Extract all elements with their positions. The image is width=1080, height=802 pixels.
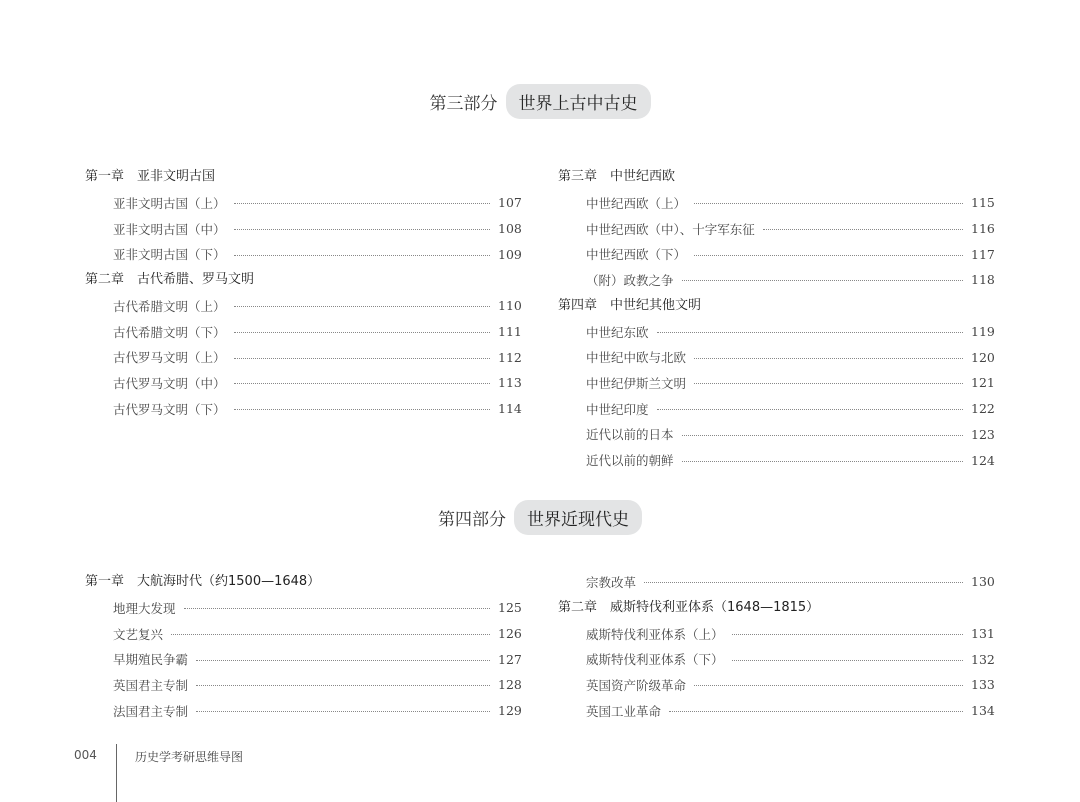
toc-entry[interactable] (85, 241, 520, 267)
dot-leader (234, 229, 490, 230)
dot-leader (694, 358, 963, 359)
toc-entry[interactable] (558, 319, 993, 345)
entry-title: 古代罗马文明（下） (113, 401, 226, 417)
dot-leader (184, 608, 490, 609)
entry-title: 威斯特伐利亚体系（上） (586, 626, 724, 642)
chapter-title: 中世纪西欧 (610, 169, 676, 184)
entry-page-number: 110 (498, 298, 522, 314)
entry-title: 中世纪西欧（下） (586, 247, 687, 263)
entry-page-number: 124 (971, 452, 995, 468)
entry-page-number: 122 (971, 401, 995, 417)
toc-entry[interactable] (558, 190, 993, 216)
entry-title: 宗教改革 (586, 574, 637, 590)
toc-entry[interactable] (85, 595, 520, 621)
toc-entry[interactable] (85, 396, 520, 422)
chapter-heading (558, 293, 993, 319)
chapter-heading (558, 164, 993, 190)
toc-entry[interactable] (85, 672, 520, 698)
dot-leader (694, 685, 963, 686)
dot-leader (234, 358, 490, 359)
dot-leader (234, 255, 490, 256)
chapter-number: 第四章 (558, 297, 598, 313)
toc-entry[interactable] (558, 698, 993, 724)
dot-leader (171, 634, 490, 635)
entry-page-number: 120 (971, 349, 995, 365)
entry-page-number: 133 (971, 677, 995, 693)
toc-entry[interactable] (558, 646, 993, 672)
entry-title: 中世纪东欧 (586, 324, 649, 340)
toc-entry[interactable] (558, 447, 993, 473)
dot-leader (694, 383, 963, 384)
dot-leader (694, 255, 963, 256)
entry-page-number: 115 (971, 195, 995, 211)
entry-title: 古代希腊文明（上） (113, 298, 226, 314)
entry-page-number: 121 (971, 375, 995, 391)
dot-leader (763, 229, 963, 230)
toc-entry[interactable] (85, 646, 520, 672)
toc-entry[interactable] (558, 422, 993, 448)
entry-title: 英国君主专制 (113, 677, 189, 693)
entry-page-number: 107 (498, 195, 522, 211)
dot-leader (644, 582, 963, 583)
toc-entry[interactable] (558, 569, 993, 595)
chapter-number: 第一章 (85, 574, 125, 589)
entry-page-number: 123 (971, 426, 995, 442)
entry-title: 中世纪中欧与北欧 (586, 350, 687, 366)
toc-entry[interactable] (558, 396, 993, 422)
entry-title: 英国资产阶级革命 (586, 677, 687, 693)
toc-column (85, 569, 520, 723)
dot-leader (732, 634, 963, 635)
chapter-heading (85, 164, 520, 190)
entry-title: 亚非文明古国（下） (113, 247, 226, 263)
entry-title: 近代以前的日本 (586, 427, 674, 443)
entry-page-number: 128 (498, 677, 522, 693)
dot-leader (682, 435, 963, 436)
entry-page-number: 108 (498, 221, 522, 237)
dot-leader (234, 306, 490, 307)
entry-page-number: 127 (498, 651, 522, 667)
entry-title: 文艺复兴 (113, 626, 164, 642)
entry-page-number: 125 (498, 600, 522, 616)
dot-leader (682, 280, 963, 281)
entry-title: 威斯特伐利亚体系（下） (586, 652, 724, 668)
entry-page-number: 117 (971, 246, 995, 262)
entry-title: 近代以前的朝鲜 (586, 453, 674, 469)
toc-entry[interactable] (558, 241, 993, 267)
dot-leader (732, 660, 963, 661)
toc-column (558, 569, 993, 723)
toc-entry[interactable] (558, 672, 993, 698)
chapter-heading (85, 569, 520, 595)
page-number: 004 (74, 748, 97, 762)
dot-leader (682, 461, 963, 462)
entry-page-number: 109 (498, 246, 522, 262)
part-title: 世界近现代史 (514, 500, 642, 535)
entry-page-number: 132 (971, 651, 995, 667)
entry-page-number: 114 (498, 401, 522, 417)
chapter-heading (558, 595, 993, 621)
entry-title: 英国工业革命 (586, 703, 662, 719)
entry-title: 亚非文明古国（上） (113, 195, 226, 211)
part-header-4 (0, 500, 1080, 535)
entry-page-number: 131 (971, 626, 995, 642)
toc-entry[interactable] (85, 319, 520, 345)
toc-entry[interactable] (85, 370, 520, 396)
chapter-heading (85, 267, 520, 293)
entry-title: （附）政教之争 (586, 272, 674, 288)
entry-page-number: 116 (971, 221, 995, 237)
toc-entry[interactable] (85, 698, 520, 724)
toc-entry[interactable] (558, 267, 993, 293)
chapter-title: 大航海时代（约1500—1648） (137, 574, 321, 589)
entry-title: 中世纪西欧（中）、十字军东征 (586, 221, 755, 237)
dot-leader (196, 685, 490, 686)
dot-leader (694, 203, 963, 204)
dot-leader (657, 409, 963, 410)
entry-page-number: 129 (498, 703, 522, 719)
part-header-3 (0, 84, 1080, 119)
entry-title: 中世纪西欧（上） (586, 195, 687, 211)
dot-leader (234, 409, 490, 410)
part-label: 第四部分 (438, 510, 506, 530)
chapter-title: 威斯特伐利亚体系（1648—1815） (610, 599, 820, 615)
entry-page-number: 126 (498, 626, 522, 642)
entry-title: 地理大发现 (113, 600, 176, 616)
chapter-number: 第三章 (558, 169, 598, 184)
dot-leader (196, 660, 490, 661)
chapter-number: 第一章 (85, 169, 125, 184)
toc-entry[interactable] (558, 344, 993, 370)
toc-column (558, 164, 993, 473)
footer-divider (116, 744, 117, 802)
dot-leader (196, 711, 490, 712)
part-label: 第三部分 (429, 94, 498, 114)
entry-title: 早期殖民争霸 (113, 652, 189, 668)
book-title: 历史学考研思维导图 (135, 750, 244, 764)
toc-entry[interactable] (85, 190, 520, 216)
entry-page-number: 130 (971, 574, 995, 590)
entry-page-number: 111 (498, 324, 522, 340)
toc-column (85, 164, 520, 422)
toc-entry[interactable] (85, 621, 520, 647)
toc-entry[interactable] (85, 216, 520, 242)
toc-entry[interactable] (558, 621, 993, 647)
entry-page-number: 119 (971, 324, 995, 340)
toc-entry[interactable] (558, 216, 993, 242)
dot-leader (234, 332, 490, 333)
dot-leader (234, 383, 490, 384)
page-footer (0, 738, 1080, 802)
chapter-title: 亚非文明古国 (137, 169, 216, 184)
toc-entry[interactable] (85, 344, 520, 370)
chapter-number: 第二章 (85, 272, 125, 288)
entry-page-number: 112 (498, 349, 522, 365)
dot-leader (669, 711, 963, 712)
entry-title: 中世纪伊斯兰文明 (586, 375, 687, 391)
entry-title: 亚非文明古国（中） (113, 221, 226, 237)
entry-title: 古代罗马文明（上） (113, 350, 226, 366)
dot-leader (657, 332, 963, 333)
entry-page-number: 134 (971, 703, 995, 719)
entry-title: 中世纪印度 (586, 401, 649, 417)
chapter-number: 第二章 (558, 599, 598, 615)
dot-leader (234, 203, 490, 204)
toc-entry[interactable] (85, 293, 520, 319)
chapter-title: 中世纪其他文明 (610, 297, 702, 313)
entry-title: 法国君主专制 (113, 703, 189, 719)
entry-title: 古代希腊文明（下） (113, 324, 226, 340)
entry-page-number: 113 (498, 375, 522, 391)
entry-page-number: 118 (971, 272, 995, 288)
toc-entry[interactable] (558, 370, 993, 396)
part-title: 世界上古中古史 (506, 84, 651, 119)
entry-title: 古代罗马文明（中） (113, 375, 226, 391)
chapter-title: 古代希腊、罗马文明 (137, 272, 255, 288)
